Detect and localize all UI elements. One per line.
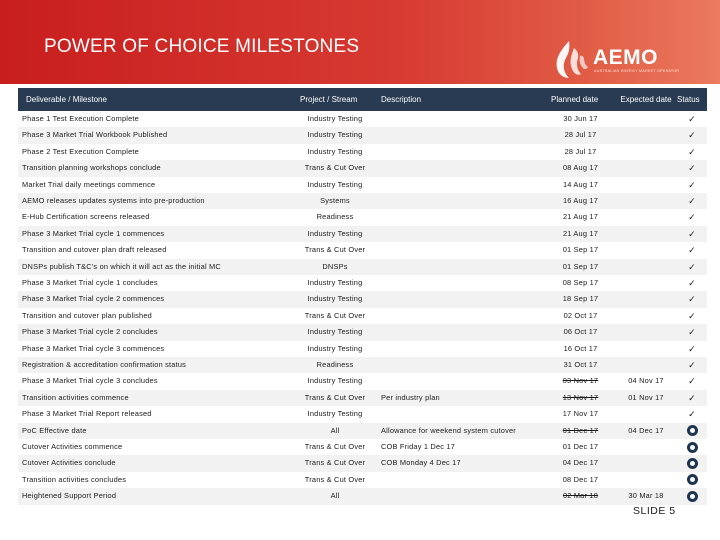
expected-date	[615, 406, 677, 422]
expected-date	[615, 226, 677, 242]
expected-date	[615, 160, 677, 176]
status-check-icon: ✓	[688, 409, 696, 420]
table-row	[18, 226, 707, 242]
project-stream: Trans & Cut Over	[304, 163, 366, 173]
planned-date: 06 Oct 17	[563, 327, 598, 337]
expected-date	[615, 177, 677, 193]
table-row	[18, 291, 707, 307]
milestone-description: COB Friday 1 Dec 17	[381, 442, 456, 451]
expected-date	[615, 127, 677, 143]
milestone-name: Phase 3 Market Trial cycle 2 commences	[22, 294, 165, 304]
project-stream: Readiness	[316, 212, 354, 222]
planned-date: 17 Nov 17	[562, 409, 599, 419]
status-check-icon: ✓	[688, 278, 696, 288]
column-header-description: Description	[381, 95, 422, 104]
planned-date: 01 Sep 17	[562, 261, 599, 271]
pending-ring-icon	[687, 491, 698, 502]
table-row	[18, 423, 707, 439]
column-header-expected: Expected date	[620, 94, 672, 104]
milestone-name: Phase 3 Market Trial cycle 1 commences	[22, 228, 165, 238]
project-stream: Trans & Cut Over	[304, 392, 366, 402]
expected-date	[615, 193, 677, 209]
milestone-description: Allowance for weekend system cutover	[381, 425, 516, 435]
milestone-name: Phase 3 Market Trial Report released	[22, 409, 152, 419]
status-check-icon: ✓	[688, 392, 696, 403]
expected-date	[615, 242, 677, 258]
milestone-name: E-Hub Certification screens released	[22, 212, 150, 222]
planned-date: 08 Aug 17	[562, 163, 599, 173]
status-check-icon: ✓	[688, 196, 696, 206]
project-stream: Trans & Cut Over	[304, 442, 366, 451]
planned-date: 16 Oct 17	[563, 343, 598, 353]
expected-date	[615, 324, 677, 340]
expected-date: 04 Nov 17	[628, 376, 664, 386]
project-stream: DNSPs	[322, 261, 348, 271]
planned-date: 28 Jul 17	[564, 146, 597, 156]
expected-date	[615, 341, 677, 357]
status-check-icon: ✓	[688, 146, 696, 157]
milestone-name: AEMO releases updates systems into pre-production	[22, 196, 205, 205]
milestone-description: COB Monday 4 Dec 17	[381, 458, 461, 468]
status-check-icon: ✓	[688, 376, 696, 387]
status-check-icon: ✓	[688, 228, 696, 239]
planned-date: 14 Aug 17	[562, 179, 599, 189]
milestone-name: Phase 3 Market Trial cycle 3 commences	[22, 343, 165, 353]
status-pending-icon	[678, 439, 706, 455]
project-stream: Industry Testing	[307, 130, 363, 140]
table-row	[18, 209, 707, 225]
milestone-name: Transition and cutover plan draft released	[22, 245, 167, 255]
expected-date	[615, 357, 677, 373]
table-row	[18, 160, 707, 176]
expected-date	[615, 439, 677, 455]
planned-date: 01 Dec 17	[562, 425, 599, 435]
table-row	[18, 242, 707, 258]
project-stream: Industry Testing	[307, 327, 363, 337]
planned-date: 08 Dec 17	[562, 474, 599, 484]
milestone-name: Registration & accreditation confirmation status	[22, 360, 187, 369]
status-check-icon: ✓	[688, 212, 696, 223]
expected-date: 01 Nov 17	[628, 392, 664, 402]
project-stream: Industry Testing	[307, 179, 363, 189]
project-stream: Trans & Cut Over	[304, 458, 366, 468]
project-stream: Industry Testing	[307, 114, 363, 123]
planned-date: 30 Jun 17	[563, 114, 598, 123]
status-check-icon: ✓	[688, 130, 696, 141]
aemo-flame-icon	[547, 38, 591, 80]
slide-number: SLIDE 5	[633, 505, 676, 517]
milestone-name: Phase 3 Market Trial cycle 2 concludes	[22, 327, 158, 337]
status-check-icon: ✓	[688, 360, 696, 370]
table-row	[18, 127, 707, 143]
page-title: POWER OF CHOICE MILESTONES	[44, 36, 360, 57]
pending-ring-icon	[687, 442, 698, 453]
table-row	[18, 373, 707, 389]
milestone-name: DNSPs publish T&C's on which it will act as the initial MC	[22, 261, 221, 271]
planned-date: 02 Oct 17	[563, 310, 598, 320]
expected-date: 04 Dec 17	[628, 425, 664, 435]
project-stream: Industry Testing	[307, 146, 363, 156]
status-check-icon: ✓	[688, 310, 696, 321]
table-row	[18, 259, 707, 275]
milestone-name: Phase 2 Test Execution Complete	[22, 146, 139, 156]
project-stream: Industry Testing	[307, 294, 363, 304]
expected-date	[615, 144, 677, 160]
table-row	[18, 455, 707, 471]
table-row	[18, 111, 707, 127]
pending-ring-icon	[687, 425, 698, 436]
milestone-name: Heightened Support Period	[22, 491, 117, 501]
planned-date: 16 Aug 17	[562, 196, 599, 205]
milestone-name: Phase 1 Test Execution Complete	[22, 114, 139, 123]
milestone-name: Cutover Activities commence	[22, 442, 123, 451]
planned-date: 04 Dec 17	[562, 458, 599, 468]
project-stream: Systems	[320, 196, 350, 205]
status-check-icon: ✓	[688, 163, 696, 174]
table-row	[18, 472, 707, 488]
aemo-logo	[547, 38, 680, 80]
project-stream: All	[330, 491, 340, 501]
pending-ring-icon	[687, 458, 698, 469]
expected-date	[615, 111, 677, 127]
status-check-icon: ✓	[688, 343, 696, 354]
status-pending-icon	[678, 488, 706, 504]
planned-date: 21 Aug 17	[562, 228, 599, 238]
status-check-icon: ✓	[688, 245, 696, 256]
milestone-name: Market Trial daily meetings commence	[22, 179, 156, 189]
milestone-name: Phase 3 Market Trial cycle 1 concludes	[22, 278, 158, 287]
planned-date: 18 Sep 17	[562, 294, 599, 304]
project-stream: Trans & Cut Over	[304, 310, 366, 320]
table-row	[18, 341, 707, 357]
column-header-status: Status	[677, 95, 700, 104]
table-row	[18, 406, 707, 422]
table-header	[18, 88, 707, 111]
project-stream: Trans & Cut Over	[304, 474, 366, 484]
milestone-name: Transition activities concludes	[22, 474, 127, 484]
logo-tagline: AUSTRALIAN ENERGY MARKET OPERATOR	[594, 69, 680, 73]
expected-date	[615, 455, 677, 471]
milestone-name: Transition and cutover plan published	[22, 310, 152, 320]
column-header-planned: Planned date	[551, 95, 599, 104]
table-row	[18, 488, 707, 504]
logo-wordmark: AEMO	[593, 46, 658, 69]
planned-date: 31 Oct 17	[563, 360, 598, 369]
project-stream: Industry Testing	[307, 409, 363, 419]
expected-date: 30 Mar 18	[628, 491, 664, 501]
planned-date: 02 Mar 18	[562, 491, 599, 501]
expected-date	[615, 308, 677, 324]
status-check-icon: ✓	[688, 327, 696, 338]
expected-date	[615, 259, 677, 275]
expected-date	[615, 472, 677, 488]
table-row	[18, 144, 707, 160]
milestone-name: Phase 3 Market Trial Workbook Published	[22, 130, 168, 140]
status-check-icon: ✓	[688, 261, 696, 272]
table-row	[18, 324, 707, 340]
project-stream: All	[330, 425, 340, 435]
project-stream: Trans & Cut Over	[304, 245, 366, 255]
table-row	[18, 308, 707, 324]
status-check-icon: ✓	[688, 179, 696, 190]
project-stream: Industry Testing	[307, 376, 363, 386]
planned-date: 01 Sep 17	[562, 245, 599, 255]
planned-date: 03 Nov 17	[562, 376, 599, 386]
expected-date	[615, 209, 677, 225]
project-stream: Industry Testing	[307, 228, 363, 238]
planned-date: 08 Sep 17	[562, 278, 599, 287]
table-row	[18, 357, 707, 373]
milestone-name: Transition planning workshops conclude	[22, 163, 161, 173]
project-stream: Industry Testing	[307, 278, 363, 287]
table-row	[18, 439, 707, 455]
planned-date: 28 Jul 17	[564, 130, 597, 140]
status-check-icon: ✓	[688, 114, 696, 124]
status-pending-icon	[678, 472, 706, 488]
milestone-name: PoC Effective date	[22, 425, 87, 435]
planned-date: 21 Aug 17	[562, 212, 599, 222]
status-check-icon: ✓	[688, 294, 696, 305]
column-header-deliverable: Deliverable / Milestone	[26, 95, 107, 104]
column-header-stream: Project / Stream	[300, 95, 358, 104]
planned-date: 01 Dec 17	[562, 442, 599, 451]
expected-date	[615, 275, 677, 291]
expected-date	[615, 291, 677, 307]
planned-date: 13 Nov 17	[562, 392, 599, 402]
milestone-name: Transition activities commence	[22, 392, 129, 402]
table-row	[18, 390, 707, 406]
status-pending-icon	[678, 455, 706, 471]
project-stream: Industry Testing	[307, 343, 363, 353]
table-row	[18, 177, 707, 193]
project-stream: Readiness	[316, 360, 354, 369]
milestone-name: Cutover Activities conclude	[22, 458, 116, 468]
milestone-name: Phase 3 Market Trial cycle 3 concludes	[22, 376, 158, 386]
pending-ring-icon	[687, 474, 698, 485]
table-row	[18, 193, 707, 209]
status-pending-icon	[678, 423, 706, 439]
table-row	[18, 275, 707, 291]
milestone-description: Per industry plan	[381, 392, 440, 402]
